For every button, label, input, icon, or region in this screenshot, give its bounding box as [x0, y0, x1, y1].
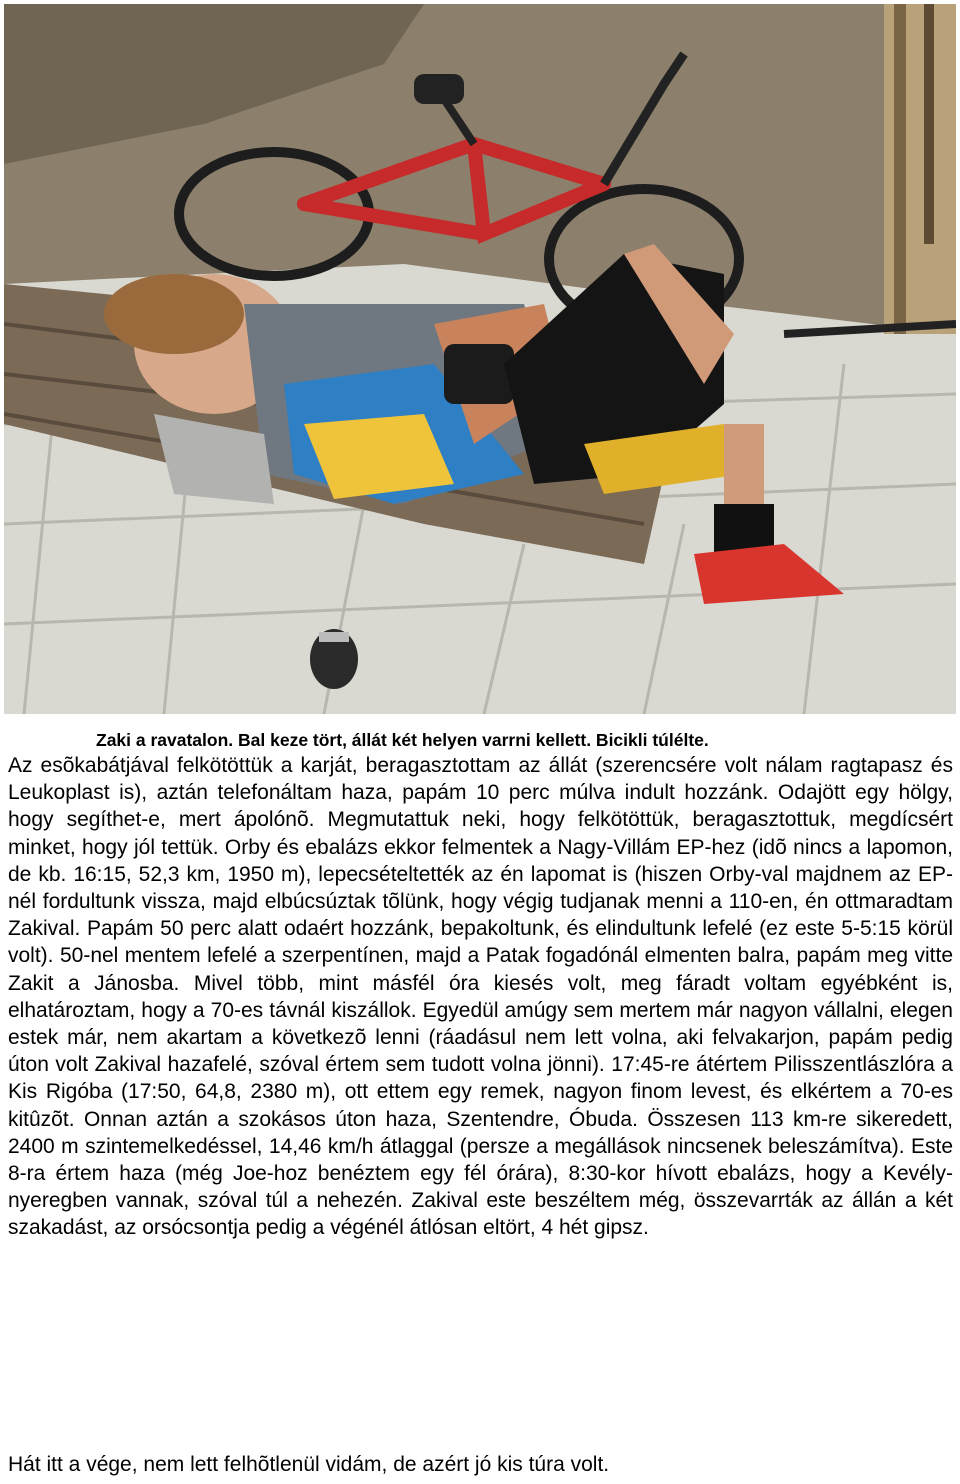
closing-line: Hát itt a vége, nem lett felhõtlenül vidám, de azért jó kis túra volt. — [8, 1453, 610, 1476]
story-paragraph — [8, 752, 953, 1242]
photo-cyclist-lying-on-bench-icon — [4, 4, 956, 714]
photo — [4, 4, 956, 714]
photo-caption: Zaki a ravatalon. Bal keze tört, állát két helyen varrni kellett. Bicikli túlélte. — [96, 730, 709, 750]
story-text: Az esõkabátjával felkötöttük a karját, beragasztottam az állát (szerencsére volt nálam ragtapasz és Leukoplast is), aztán telefonáltam haza, papám 10 perc múlva indult hozzánk. Odajött egy hölgy, hogy segíthet-e, mert ápolónõ. Megmutattuk neki, hogy felkötöttük, beragasztottuk, megdícsért minket, hogy jól tettük. Orby és ebalázs ekkor felmentek a Nagy-Villám EP-hez (idõ nincs a lapomon, de kb. 16:15, 52,3 km, 1950 m), lepecsételtették az én lapomat is (hiszen Orby-val majdnem az EP-nél fordultunk vissza, majd elbúcsúztak tõlünk, hogy végig tudjanak menni a 110-en, én ottmaradtam Zakival. Papám 50 perc alatt odaért hozzánk, bepakoltunk, és elindultunk lefelé (ez este 5-5:15 körül volt). 50-nel mentem lefelé a szerpentínen, majd a Patak fogadónál elmenten balra, papám meg vitte Zakit a Jánosba. Mivel több, mint másfél óra kiesés volt, meg fáradt voltam egyébként is, elhatároztam, hogy a 70-es távnál kiszállok. Egyedül amúgy sem mertem már nagyon vállalni, elegen estek már, nem akartam a következõ lenni (ráadásul nem lett volna, aki felvakarjon, papám pedig úton volt Zakival hazafelé, szóval értem sem tudott volna jönni). 17:45-re átértem Pilisszentlászlóra a Kis Rigóba (17:50, 64,8, 2380 m), ott ettem egy remek, nagyon finom levest, és elkértem a 70-es kitûzõt. Onnan aztán a szokásos úton haza, Szentendre, Óbuda. Összesen 113 km-re sikeredett, 2400 m szintemelkedéssel, 14,46 km/h átlaggal (persze a megállások nincsenek beleszámítva). Este 8-ra értem haza (még Joe-hoz benéztem egy fél órára), 8:30-kor hívott ebalázs, hogy a Kevély-nyeregben vannak, szóval túl a nehezén. Zakival este beszéltem még, összevarrták az állán a két szakadást, az orsócsontja pedig a végénél átlósan eltört, 4 hét gipsz. — [8, 754, 953, 1240]
